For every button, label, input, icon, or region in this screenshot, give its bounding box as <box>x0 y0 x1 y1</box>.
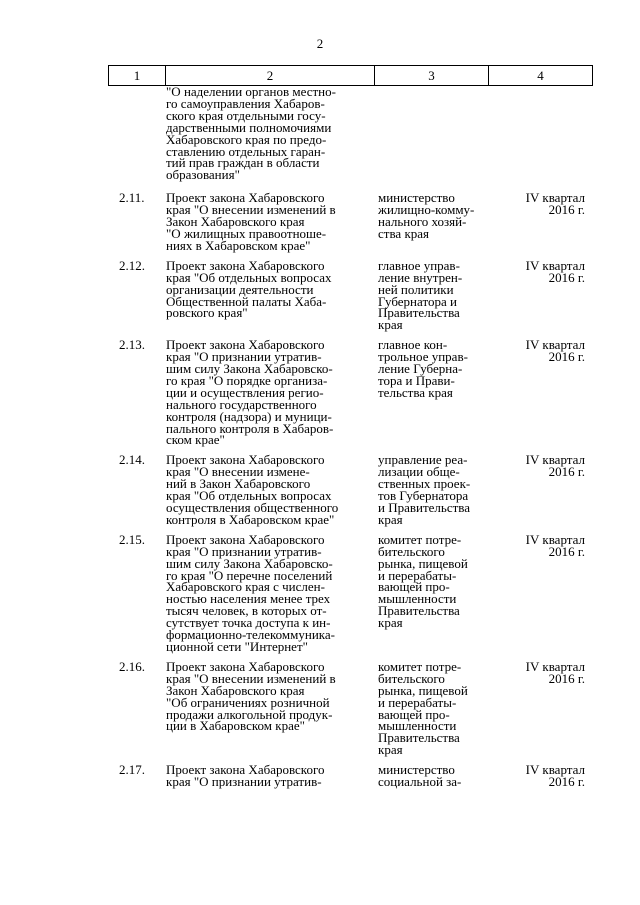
row-title-line: формационно-телекоммуника- <box>166 627 335 643</box>
row-number: 2.12. <box>119 257 145 273</box>
row-title <box>165 454 375 525</box>
row-title-line: края "О внесении измене- <box>166 464 310 480</box>
column-header-row <box>109 66 593 86</box>
row-title-line: края "О признании утратив- <box>166 774 322 790</box>
row-title-line: "О жилищных правоотноше- <box>166 225 327 241</box>
column-header-table <box>108 65 593 86</box>
row-title-line: края "Об отдельных вопросах <box>166 488 332 504</box>
row-responsible-line: тельства края <box>378 384 453 400</box>
row-responsible-line: и перерабаты- <box>378 567 457 583</box>
row-responsible-line: нального хозяй- <box>378 214 467 230</box>
row-term-line: IV квартал <box>525 658 585 674</box>
row-title-line: го самоуправления Хабаров- <box>166 95 325 111</box>
row-title <box>165 257 375 321</box>
row-title <box>165 192 375 252</box>
row-title-line: "О наделении органов местно- <box>166 84 336 99</box>
row-title-line: нального государственного <box>166 396 317 412</box>
row-responsible-line: бительского <box>378 543 445 559</box>
plan-row <box>108 658 594 758</box>
row-responsible-line: социальной за- <box>378 774 462 790</box>
row-responsible-line: лизации обще- <box>378 464 460 480</box>
page-number: 2 <box>316 36 324 51</box>
row-responsible <box>375 764 489 788</box>
row-title-line: "Об ограничениях розничной <box>166 694 330 710</box>
row-responsible <box>375 192 489 240</box>
row-term-line: IV квартал <box>525 762 585 778</box>
row-number: 2.14. <box>119 452 145 468</box>
row-number: 2.11. <box>119 190 145 206</box>
row-responsible-line: Правительства <box>378 730 460 746</box>
row-title-line: края "О внесении изменений в <box>166 202 336 218</box>
row-term-line: 2016 г. <box>548 202 585 218</box>
row-title-line: Общественной палаты Хаба- <box>166 293 327 309</box>
row-title-line: Хабаровского края по предо- <box>166 131 327 147</box>
row-title-line: Проект закона Хабаровского <box>166 337 325 353</box>
row-title-line: ниях в Хабаровском крае" <box>166 237 311 253</box>
row-responsible-line: тора и Прави- <box>378 372 455 388</box>
row-title-line: сутствует точка доступа к ин- <box>166 615 331 631</box>
row-responsible-line: бительского <box>378 670 445 686</box>
row-responsible <box>375 454 489 525</box>
row-title-line: края "Об отдельных вопросах <box>166 269 332 285</box>
row-responsible-line: ление внутрен- <box>378 269 463 285</box>
plan-row <box>108 764 594 788</box>
row-responsible-line: тов Губернатора <box>378 488 469 504</box>
row-responsible-line: комитет потре- <box>378 658 462 674</box>
row-number: 2.16. <box>119 658 145 674</box>
plan-row <box>108 454 594 525</box>
row-title-line: контроля в Хабаровском крае" <box>166 511 335 527</box>
row-responsible-line: ней политики <box>378 281 454 297</box>
row-title-line: контроля (надзора) и муници- <box>166 408 332 424</box>
row-title-line: дарственными полномочиями <box>166 119 332 135</box>
row-term <box>489 531 594 559</box>
row-title-line: ставлению отдельных гаран- <box>166 143 326 159</box>
row-title-line: продажи алкогольной продук- <box>166 706 333 722</box>
row-term <box>489 339 594 363</box>
plan-row <box>108 339 594 446</box>
row-title-line: организации деятельности <box>166 281 314 297</box>
row-term-line: 2016 г. <box>548 269 585 285</box>
row-term-line: 2016 г. <box>548 464 585 480</box>
row-responsible-line: вающей про- <box>378 579 450 595</box>
row-responsible-line: ственных проек- <box>378 476 471 492</box>
plan-table-body <box>108 86 594 788</box>
row-title-line: Проект закона Хабаровского <box>166 762 325 778</box>
row-title-line: пального контроля в Хабаров- <box>166 420 334 436</box>
row-title-line: Проект закона Хабаровского <box>166 452 325 468</box>
column-header-term: 4 <box>489 66 593 86</box>
row-responsible-line: главное управ- <box>378 257 460 273</box>
row-term-line: IV квартал <box>525 257 585 273</box>
column-header-title: 2 <box>166 66 375 86</box>
row-title-line: го края "О перечне поселений <box>166 567 333 583</box>
row-term-line: IV квартал <box>525 531 585 547</box>
row-title-line: Проект закона Хабаровского <box>166 531 325 547</box>
row-responsible-line: рынка, пищевой <box>378 555 468 571</box>
row-title-line: края "О признании утратив- <box>166 349 322 365</box>
row-responsible-line: вающей про- <box>378 706 450 722</box>
row-term-line: 2016 г. <box>548 543 585 559</box>
column-header-responsible: 3 <box>375 66 489 86</box>
row-term-line: 2016 г. <box>548 670 585 686</box>
row-responsible-line: Правительства <box>378 305 460 321</box>
plan-row <box>108 192 594 252</box>
row-responsible-line: края <box>378 742 403 758</box>
row-responsible-line: рынка, пищевой <box>378 682 468 698</box>
row-number: 2.15. <box>119 531 145 547</box>
row-term-line: IV квартал <box>525 190 585 206</box>
plan-row <box>108 86 594 181</box>
plan-row <box>108 531 594 654</box>
row-title <box>165 86 375 181</box>
row-responsible-line: Губернатора и <box>378 293 457 309</box>
row-title-line: тий прав граждан в области <box>166 155 320 171</box>
row-responsible <box>375 658 489 758</box>
row-title-line: Проект закона Хабаровского <box>166 257 325 273</box>
row-title-line: ностью населения менее трех <box>166 591 331 607</box>
row-title-line: Проект закона Хабаровского <box>166 658 325 674</box>
row-responsible-line: мышленности <box>378 718 457 734</box>
row-title-line: образования" <box>166 167 240 183</box>
row-responsible-line: и Правительства <box>378 500 471 515</box>
row-responsible-line: края <box>378 615 403 631</box>
row-title-line: ском крае" <box>166 432 225 448</box>
row-responsible-line: комитет потре- <box>378 531 462 547</box>
row-title-line: тысяч человек, в которых от- <box>166 603 327 619</box>
row-responsible-line: трольное управ- <box>378 349 468 365</box>
row-responsible <box>375 257 489 333</box>
row-title-line: ционной сети "Интернет" <box>166 638 308 654</box>
row-title-line: ского края отдельными госу- <box>166 107 326 123</box>
row-title-line: Закон Хабаровского края <box>166 214 305 230</box>
row-responsible-line: края <box>378 511 403 527</box>
row-title-line: Закон Хабаровского края <box>166 682 305 698</box>
row-title <box>165 531 375 654</box>
row-title <box>165 339 375 446</box>
row-title-line: ции и осуществления регио- <box>166 384 324 400</box>
row-title <box>165 764 375 788</box>
row-responsible <box>375 531 489 631</box>
row-title-line: Проект закона Хабаровского <box>166 190 325 206</box>
row-title-line: Хабаровского края с числен- <box>166 579 325 595</box>
column-header-number: 1 <box>109 66 166 86</box>
row-responsible-line: главное кон- <box>378 337 448 353</box>
row-term <box>489 658 594 686</box>
row-title-line: ний в Закон Хабаровского <box>166 476 311 492</box>
plan-row <box>108 257 594 333</box>
row-responsible-line: министерство <box>378 190 455 206</box>
row-responsible-line: жилищно-комму- <box>378 202 475 218</box>
row-term <box>489 454 594 478</box>
row-responsible-line: ление Губерна- <box>378 361 463 377</box>
row-title-line: осуществления общественного <box>166 500 339 515</box>
row-responsible-line: министерство <box>378 762 455 778</box>
row-title-line: края "О признании утратив- <box>166 543 322 559</box>
row-responsible <box>375 339 489 399</box>
row-term-line: IV квартал <box>525 452 585 468</box>
row-responsible-line: ства края <box>378 225 430 241</box>
row-number: 2.17. <box>119 762 145 778</box>
row-term-line: 2016 г. <box>548 349 585 365</box>
row-term-line: 2016 г. <box>548 774 585 790</box>
row-title <box>165 658 375 734</box>
row-title-line: шим силу Закона Хабаровско- <box>166 555 333 571</box>
row-responsible-line: края <box>378 317 403 333</box>
row-title-line: го края "О порядке организа- <box>166 372 328 388</box>
row-title-line: ции в Хабаровском крае" <box>166 718 305 734</box>
row-number: 2.13. <box>119 337 145 353</box>
row-responsible-line: Правительства <box>378 603 460 619</box>
row-responsible-line: и перерабаты- <box>378 694 457 710</box>
row-term-line: IV квартал <box>525 337 585 353</box>
row-term <box>489 764 594 788</box>
row-term <box>489 257 594 285</box>
row-title-line: ровского края" <box>166 305 248 321</box>
row-title-line: края "О внесении изменений в <box>166 670 336 686</box>
row-responsible-line: управление реа- <box>378 452 468 468</box>
row-term <box>489 192 594 216</box>
row-responsible-line: мышленности <box>378 591 457 607</box>
row-title-line: шим силу Закона Хабаровско- <box>166 361 333 377</box>
